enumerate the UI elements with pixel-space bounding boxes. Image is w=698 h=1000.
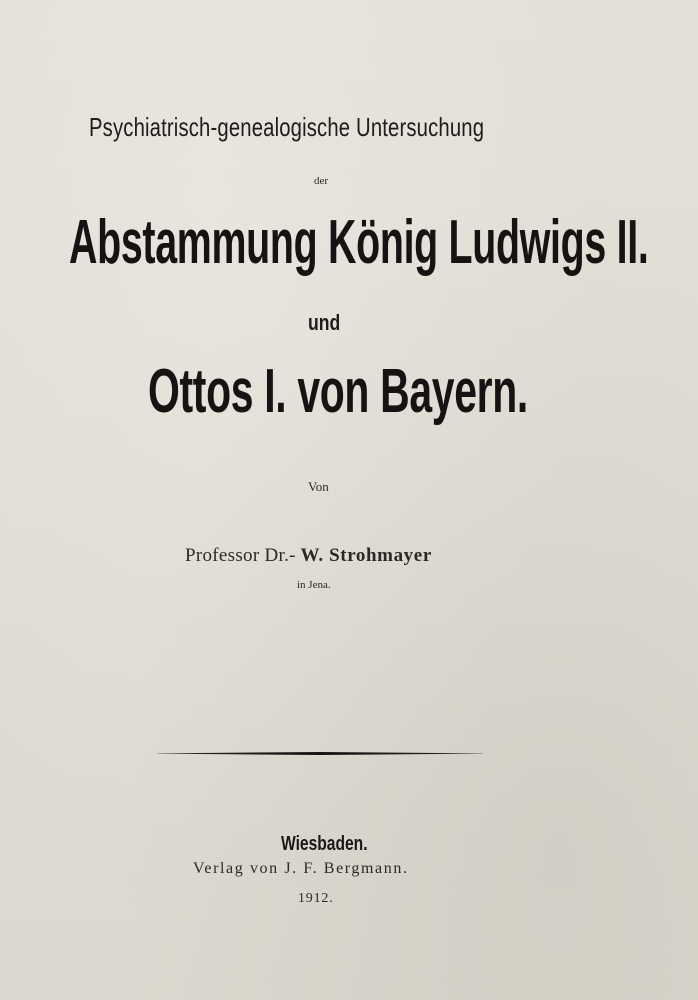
connector-und: und [308, 310, 341, 335]
author-location: in Jena. [297, 579, 331, 591]
publication-city: Wiesbaden. [281, 833, 368, 855]
publication-year: 1912. [298, 891, 334, 906]
author-prefix: Professor Dr.- [185, 545, 296, 566]
by-label: Von [308, 479, 329, 494]
publisher: Verlag von J. F. Bergmann. [193, 860, 409, 877]
connector-der: der [314, 175, 329, 187]
divider-rule [157, 752, 483, 755]
author-name: W. Strohmayer [300, 545, 432, 566]
main-title: Abstammung König Ludwigs II. [69, 208, 649, 277]
second-title: Ottos I. von Bayern. [148, 357, 528, 426]
subtitle-top: Psychiatrisch-genealogische Untersuchung [89, 112, 485, 142]
author-line [185, 545, 698, 567]
